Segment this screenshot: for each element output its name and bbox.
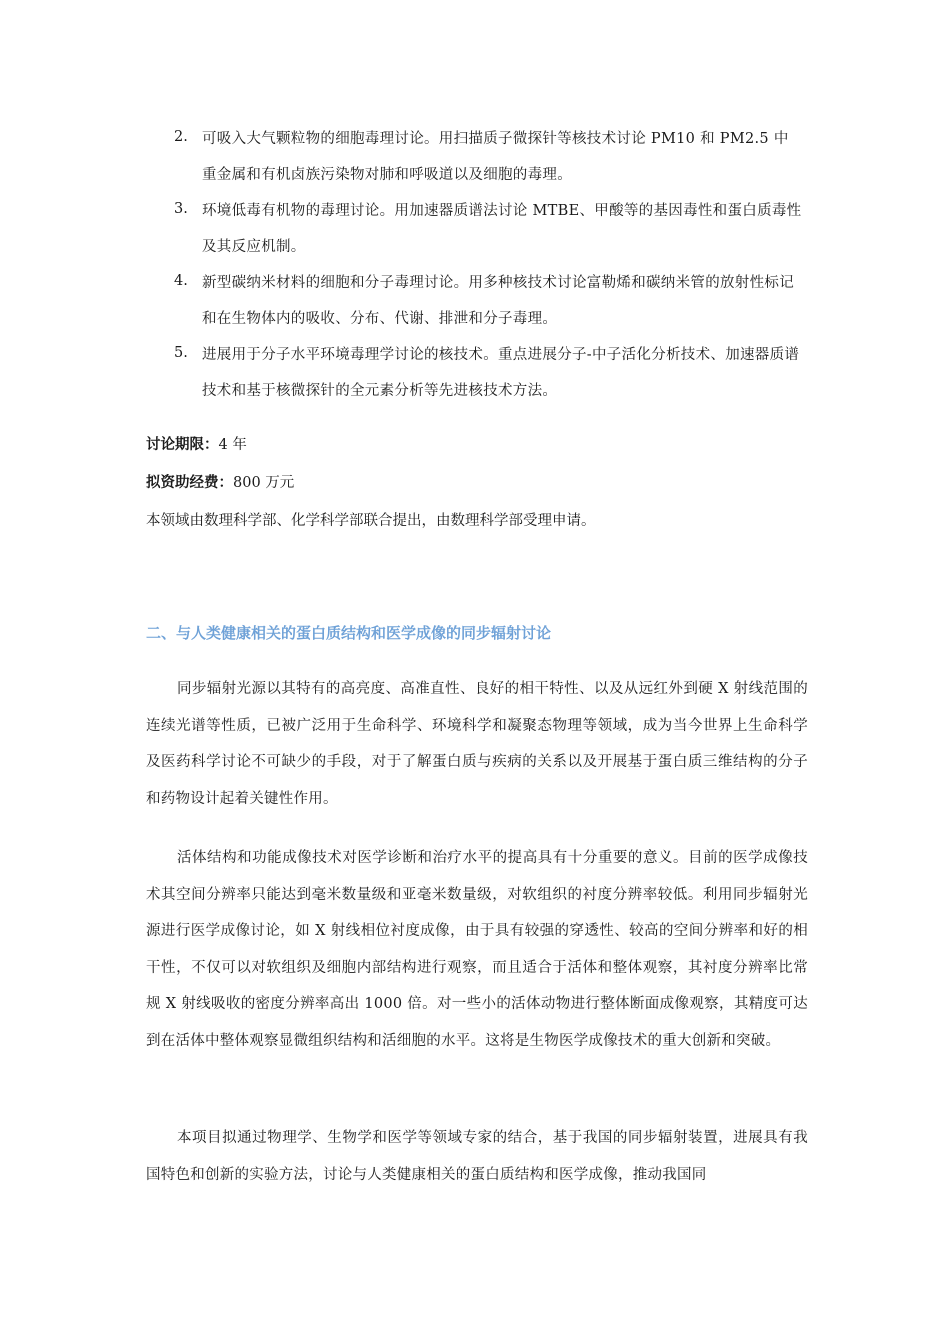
research-period-value: 4 年 (218, 437, 247, 453)
numbered-list (0, 121, 950, 409)
funding-amount (146, 473, 294, 493)
funding-amount-label: 拟资助经费： (146, 474, 233, 491)
body-paragraph: 本项目拟通过物理学、生物学和医学等领域专家的结合，基于我国的同步辐射装置，进展具有我国特色和创新的实验方法，讨论与人类健康相关的蛋白质结构和医学成像，推动我国同 (146, 1130, 808, 1183)
list-item-number: 2. (174, 129, 188, 145)
list-item-number: 3. (174, 201, 188, 217)
research-period-label: 讨论期限： (146, 436, 219, 453)
section-title: 二、与人类健康相关的蛋白质结构和医学成像的同步辐射讨论 (146, 624, 552, 642)
list-item-number: 5. (174, 345, 188, 361)
department-note: 本领域由数理科学部、化学科学部联合提出，由数理科学部受理申请。 (146, 513, 596, 529)
list-item (0, 265, 950, 337)
list-item (0, 193, 950, 265)
list-item (0, 121, 950, 193)
list-item-text: 可吸入大气颗粒物的细胞毒理讨论。用扫描质子微探针等核技术讨论 PM10 和 PM2.5 中重金属和有机卤族污染物对肺和呼吸道以及细胞的毒理。 (202, 131, 789, 183)
list-item-number: 4. (174, 273, 188, 289)
research-period (146, 435, 247, 455)
list-item (0, 337, 950, 409)
list-item-text: 进展用于分子水平环境毒理学讨论的核技术。重点进展分子-中子活化分析技术、加速器质谱技术和基于核微探针的全元素分析等先进核技术方法。 (202, 347, 800, 399)
body-paragraph: 活体结构和功能成像技术对医学诊断和治疗水平的提高具有十分重要的意义。目前的医学成像技术其空间分辨率只能达到毫米数量级和亚毫米数量级，对软组织的衬度分辨率较低。利用同步辐射光源进行医学成像讨论，如 X 射线相位衬度成像，由于具有较强的穿透性、较高的空间分辨率和好的相干性，不仅可以对软组织及细胞内部结构进行观察，而且适合于活体和整体观察，其衬度分辨率比常规 X 射线吸收的密度分辨率高出 1000 倍。对一些小的活体动物进行整体断面成像观察，其精度可达到在活体中整体观察显微组织结构和活细胞的水平。这将是生物医学成像技术的重大创新和突破。 (146, 850, 808, 1049)
list-item-text: 新型碳纳米材料的细胞和分子毒理讨论。用多种核技术讨论富勒烯和碳纳米管的放射性标记和在生物体内的吸收、分布、代谢、排泄和分子毒理。 (202, 275, 794, 327)
body-paragraph: 同步辐射光源以其特有的高亮度、高准直性、良好的相干特性、以及从远红外到硬 X 射线范围的连续光谱等性质，已被广泛用于生命科学、环境科学和凝聚态物理等领域，成为当今世界上生命科学及医药科学讨论不可缺少的手段，对于了解蛋白质与疾病的关系以及开展基于蛋白质三维结构的分子和药物设计起着关键性作用。 (146, 681, 808, 807)
funding-amount-value: 800 万元 (233, 475, 295, 491)
list-item-text: 环境低毒有机物的毒理讨论。用加速器质谱法讨论 MTBE、甲酸等的基因毒性和蛋白质毒性及其反应机制。 (202, 203, 802, 255)
